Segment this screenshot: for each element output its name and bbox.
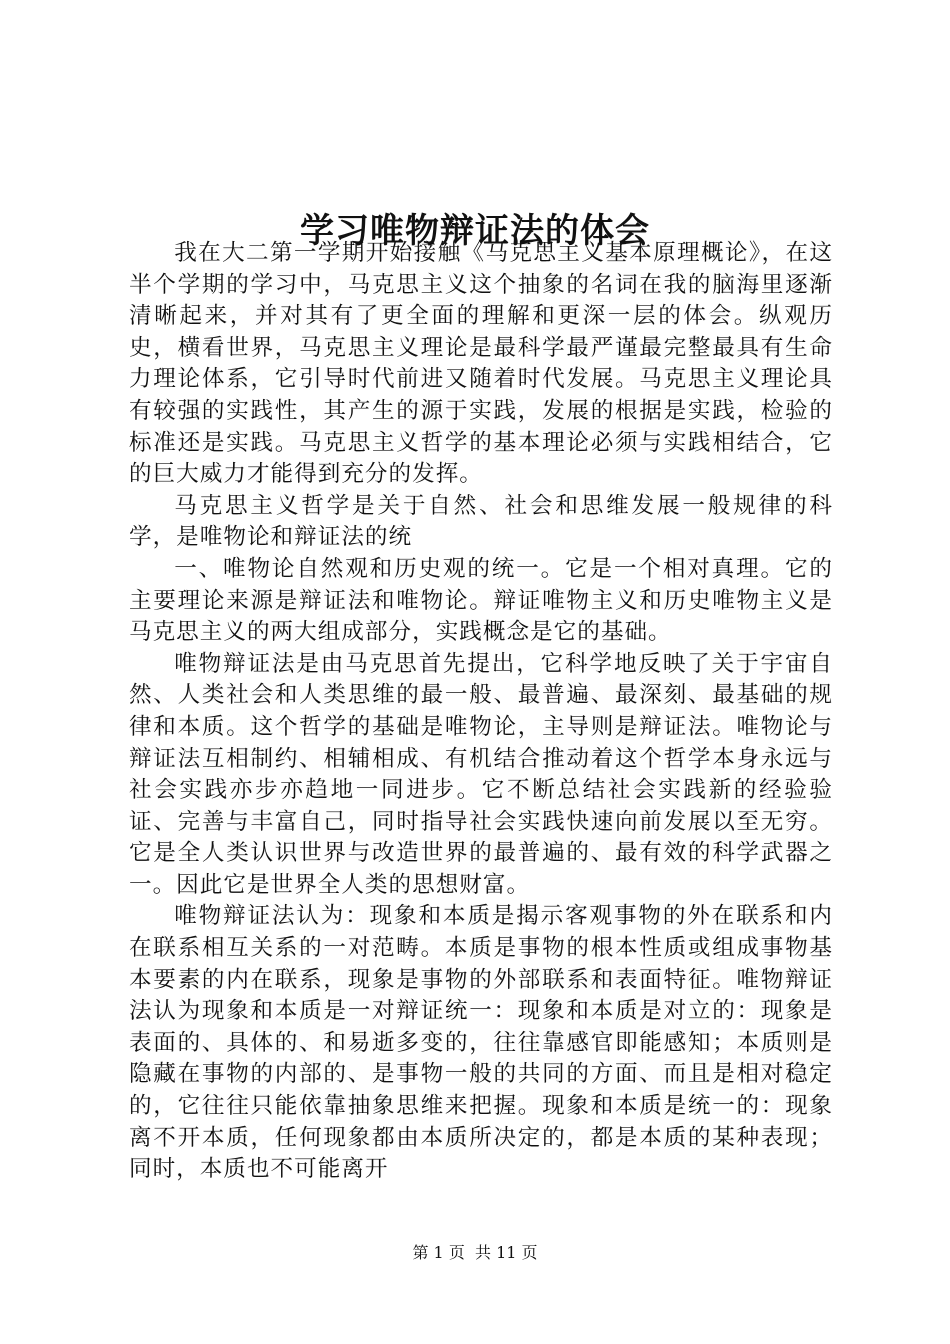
paragraph-4: 唯物辩证法是由马克思首先提出，它科学地反映了关于宇宙自然、人类社会和人类思维的最一般、最普遍、最深刻、最基础的规律和本质。这个哲学的基础是唯物论，主导则是辩证法。唯物论与辩证法互相制约、相辅相成、有机结合推动着这个哲学本身永远与社会实践亦步亦趋地一同进步。它不断总结社会实践新的经验验证、完善与丰富自己，同时指导社会实践快速向前发展以至无穷。它是全人类认识世界与改造世界的最普遍的、最有效的科学武器之一。因此它是世界全人类的思想财富。 <box>129 650 833 898</box>
paragraph-5: 唯物辩证法认为：现象和本质是揭示客观事物的外在联系和内在联系相互关系的一对范畴。本质是事物的根本性质或组成事物基本要素的内在联系，现象是事物的外部联系和表面特征。唯物辩证法认为现象和本质是一对辩证统一：现象和本质是对立的：现象是表面的、具体的、和易逝多变的，往往靠感官即能感知；本质则是隐藏在事物的内部的、是事物一般的共同的方面、而且是相对稳定的，它往往只能依靠抽象思维来把握。现象和本质是统一的：现象离不开本质，任何现象都由本质所决定的，都是本质的某种表现；同时，本质也不可能离开 <box>129 903 833 1183</box>
page-number-label: 第 1 页 共 11 页 <box>412 1243 538 1262</box>
document-body <box>129 238 833 1186</box>
paragraph-1: 我在大二第一学期开始接触《马克思主义基本原理概论》，在这半个学期的学习中，马克思主义这个抽象的名词在我的脑海里逐渐清晰起来，并对其有了更全面的理解和更深一层的体会。纵观历史，横看世界，马克思主义理论是最科学最严谨最完整最具有生命力理论体系，它引导时代前进又随着时代发展。马克思主义理论具有较强的实践性，其产生的源于实践，发展的根据是实践，检验的标准还是实践。马克思主义哲学的基本理论必须与实践相结合，它的巨大威力才能得到充分的发挥。 <box>129 240 833 488</box>
paragraph-3: 一、唯物论自然观和历史观的统一。它是一个相对真理。它的主要理论来源是辩证法和唯物论。辩证唯物主义和历史唯物主义是马克思主义的两大组成部分，实践概念是它的基础。 <box>129 555 833 646</box>
document-title: 学习唯物辩证法的体会 <box>300 210 650 251</box>
page-footer <box>0 1242 950 1264</box>
paragraph-2: 马克思主义哲学是关于自然、社会和思维发展一般规律的科学，是唯物论和辩证法的统 <box>129 492 833 551</box>
